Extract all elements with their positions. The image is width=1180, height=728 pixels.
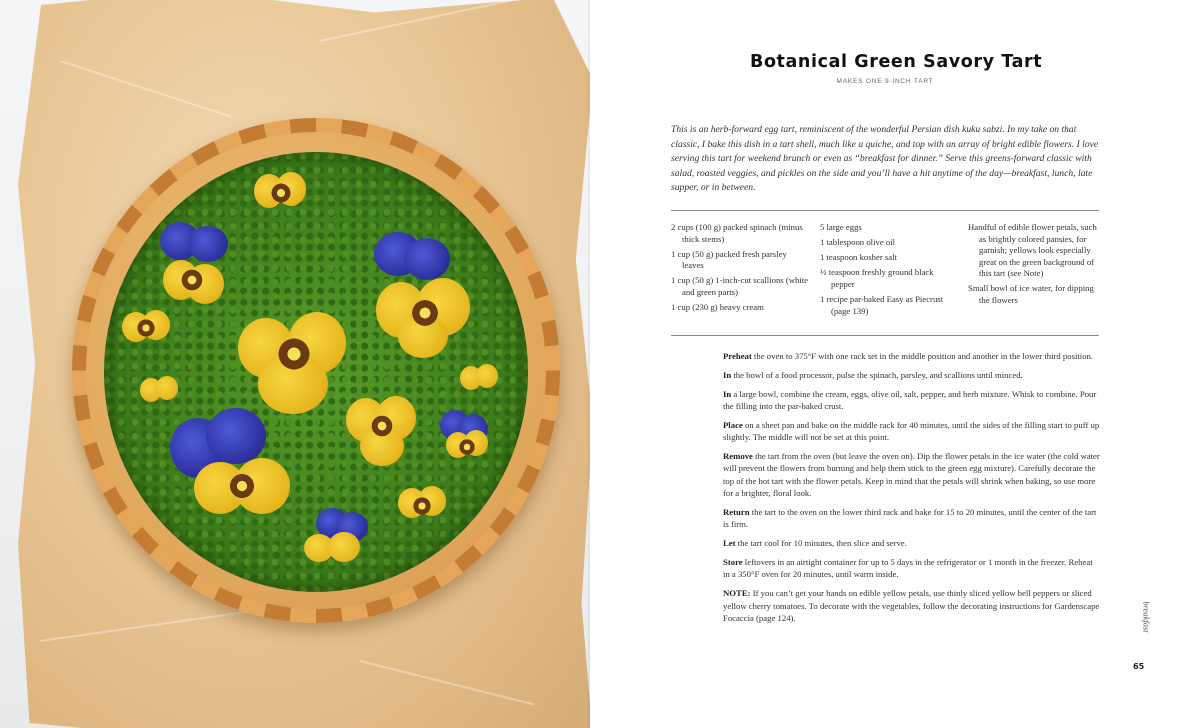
step-lead: Preheat bbox=[723, 351, 752, 361]
ingredient-item: Small bowl of ice water, for dipping the flowers bbox=[968, 283, 1094, 306]
yellow-pansy bbox=[238, 298, 348, 416]
method-step bbox=[723, 419, 1101, 444]
step-text: the tart from the oven (but leave the oven on). Dip the flower petals in the ice water (the cold water will prevent the flowers from burning and help them stick to the green egg mixture). Carefully decorate the top of the hot tart with the flower petals. Keep in mind that the petals will shrink when baking, so use more for a brighter, floral look. bbox=[723, 451, 1100, 499]
recipe-yield: MAKES ONE 9-INCH TART bbox=[836, 78, 934, 85]
step-lead: Place bbox=[723, 419, 743, 430]
method-step bbox=[723, 537, 1101, 549]
ingredients-bottom-rule bbox=[671, 335, 1099, 336]
yellow-pansy bbox=[346, 392, 418, 468]
yellow-pansy bbox=[194, 450, 294, 536]
yellow-pansy bbox=[158, 250, 228, 310]
step-lead: Let bbox=[723, 538, 736, 549]
ingredient-item: 1 cup (50 g) 1-inch-cut scallions (white and green parts) bbox=[671, 275, 809, 297]
ingredient-item: 2 cups (100 g) packed spinach (minus thick stems) bbox=[671, 222, 803, 244]
ingredient-item: 1 recipe par-baked Easy as Piecrust (page 139) bbox=[820, 293, 944, 316]
recipe-title: Botanical Green Savory Tart bbox=[750, 52, 1043, 72]
ingredient-item: 1 teaspoon kosher salt bbox=[820, 252, 897, 263]
method-step bbox=[723, 556, 1101, 581]
ingredient-item: 1 tablespoon olive oil bbox=[820, 237, 896, 248]
section-runner: breakfast bbox=[1141, 601, 1152, 633]
yellow-pansy bbox=[376, 272, 476, 362]
step-lead: Return bbox=[723, 507, 750, 518]
method-step bbox=[723, 369, 1101, 381]
step-text: leftovers in an airtight container for up to 5 days in the refrigerator or 1 month in the freezer. Reheat in a 350°F oven for 20 minutes, until warm inside. bbox=[723, 557, 1093, 580]
ingredient-item: 1 cup (230 g) heavy cream bbox=[671, 302, 764, 313]
yellow-pansy bbox=[140, 372, 180, 412]
step-text: a large bowl, combine the cream, eggs, olive oil, salt, pepper, and herb mixture. Whisk to combine. Pour the filling into the par-baked crust. bbox=[723, 388, 1097, 411]
ingredients-column-1 bbox=[671, 222, 809, 317]
step-text: the bowl of a food processor, pulse the spinach, parsley, and scallions until minced. bbox=[731, 369, 1023, 380]
ingredients-column-3 bbox=[968, 222, 1100, 310]
step-text: on a sheet pan and bake on the middle rack for 40 minutes, until the sides of the filling start to puff up slightly. The middle will not be set at this point. bbox=[723, 419, 1100, 443]
step-lead: In bbox=[723, 388, 732, 399]
step-lead: In bbox=[723, 369, 732, 380]
method-step bbox=[723, 506, 1101, 531]
yellow-pansy bbox=[122, 306, 172, 356]
method-step bbox=[723, 450, 1101, 500]
ingredient-item: Handful of edible flower petals, such as brightly colored pansies, for garnish; yellows look especially great on the green background of this tart (see Note) bbox=[968, 222, 1097, 279]
yellow-pansy bbox=[254, 168, 308, 222]
yellow-pansy bbox=[460, 360, 500, 404]
step-text: the tart to the oven on the lower third rack and bake for 15 to 20 minutes, until the center of the tart is firm. bbox=[723, 507, 1097, 530]
method-steps bbox=[723, 350, 1101, 631]
yellow-pansy bbox=[398, 484, 448, 532]
step-lead: Store bbox=[723, 557, 743, 568]
step-text: If you can’t get your hands on edible yellow petals, use thinly sliced yellow bell peppers or sliced yellow cherry tomatoes. To decorate with the vegetables, follow the decorating instructions for Gardenscape Focaccia (page 124). bbox=[723, 588, 1100, 624]
ingredient-item: ½ teaspoon freshly ground black pepper bbox=[820, 267, 934, 289]
page-number: 65 bbox=[1133, 662, 1145, 671]
step-lead: NOTE: bbox=[723, 588, 751, 599]
ingredients-column-2 bbox=[820, 222, 958, 321]
step-lead: Remove bbox=[723, 451, 753, 461]
yellow-pansy bbox=[446, 428, 490, 468]
method-step bbox=[723, 350, 1101, 362]
ingredients-top-rule bbox=[671, 210, 1099, 211]
step-text: the oven to 375°F with one rack set in the middle position and another in the lower third position. bbox=[751, 351, 1094, 361]
ingredient-item: 1 cup (50 g) packed fresh parsley leaves bbox=[671, 248, 787, 271]
recipe-intro: This is an herb-forward egg tart, reminiscent of the wonderful Persian dish kuku sabzi. In my take on that classic, I bake this dish in a tart shell, much like a quiche, and top with an array of bright edible flowers. I love serving this tart for weekend brunch or even as “breakfast for dinner.” Serve this greens-forward classic with salad, roasted veggies, and pickles on the side and you’ll have a hit anytime of the day—breakfast, lunch, late supper, or in between. bbox=[671, 124, 1099, 194]
method-step bbox=[723, 388, 1101, 413]
yellow-pansy bbox=[304, 532, 362, 566]
recipe-note bbox=[723, 587, 1101, 624]
ingredient-item: 5 large eggs bbox=[820, 222, 862, 232]
step-text: the tart cool for 10 minutes, then slice and serve. bbox=[735, 538, 907, 549]
